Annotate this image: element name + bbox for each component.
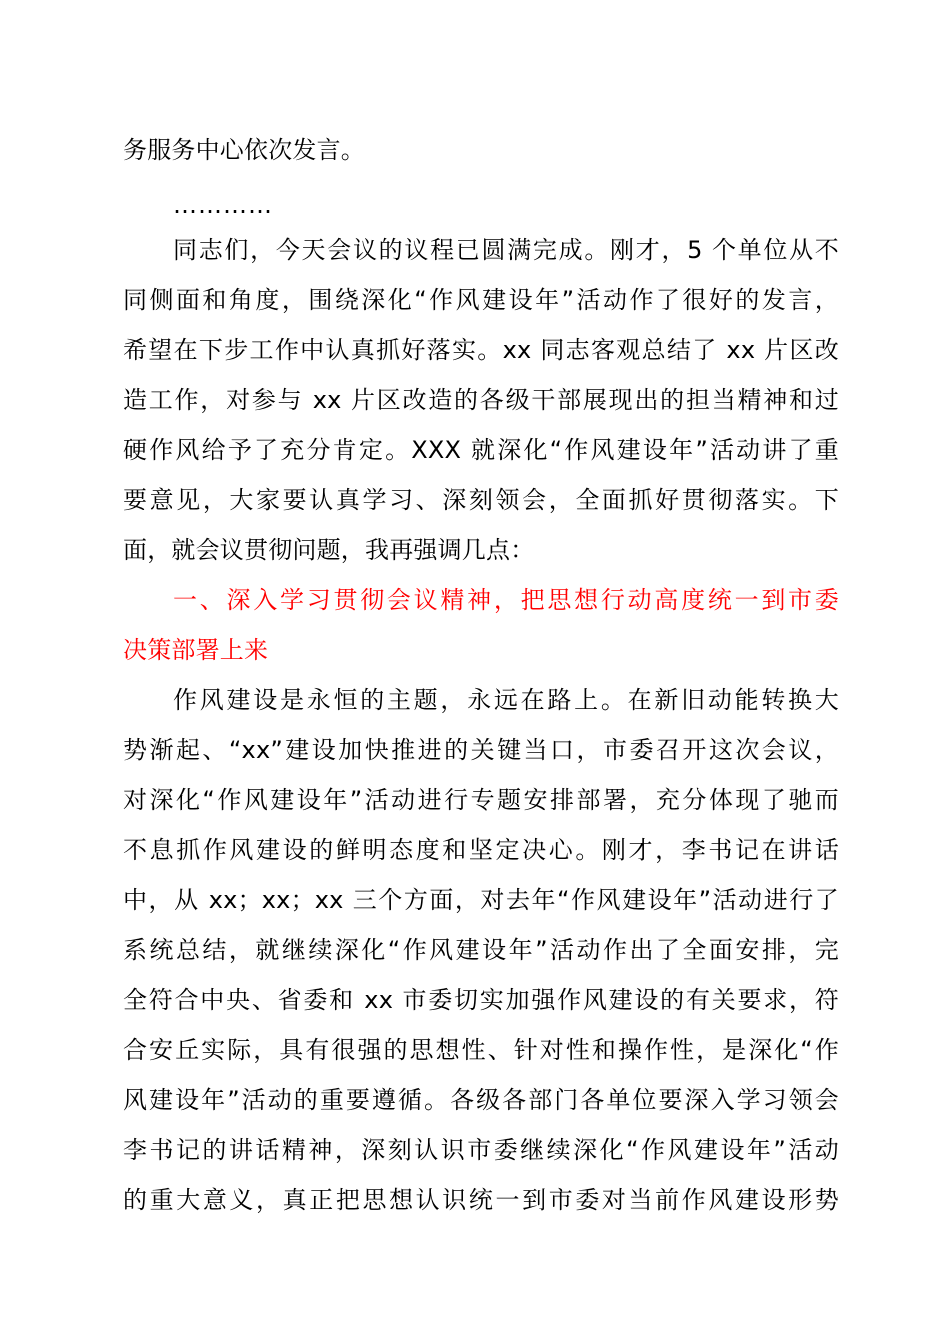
paragraph-line: 希望在下步工作中认真抓好落实。xx 同志客观总结了 xx 片区改: [123, 336, 839, 364]
paragraph-line: 同志们，今天会议的议程已圆满完成。刚才，5 个单位从不: [173, 236, 839, 264]
paragraph-line: 全符合中央、省委和 xx 市委切实加强作风建设的有关要求，符: [123, 986, 839, 1014]
paragraph-line: 务服务中心依次发言。: [123, 136, 365, 164]
paragraph-line: 造工作，对参与 xx 片区改造的各级干部展现出的担当精神和过: [123, 386, 839, 414]
ellipsis-line: …………: [173, 191, 273, 219]
section-heading: 一、深入学习贯彻会议精神，把思想行动高度统一到市委: [173, 586, 839, 614]
paragraph-line: 风建设年”活动的重要遵循。各级各部门各单位要深入学习领会: [123, 1086, 839, 1114]
paragraph-line: 同侧面和角度，围绕深化“作风建设年”活动作了很好的发言，: [123, 286, 839, 314]
section-heading-continuation: 决策部署上来: [123, 636, 269, 664]
paragraph-line: 要意见，大家要认真学习、深刻领会，全面抓好贯彻落实。下: [123, 486, 839, 514]
paragraph-line: 势渐起、“xx”建设加快推进的关键当口，市委召开这次会议，: [123, 736, 839, 764]
paragraph-line: 的重大意义，真正把思想认识统一到市委对当前作风建设形势: [123, 1186, 839, 1214]
paragraph-line: 不息抓作风建设的鲜明态度和坚定决心。刚才，李书记在讲话: [123, 836, 839, 864]
paragraph-line: 作风建设是永恒的主题，永远在路上。在新旧动能转换大: [173, 686, 839, 714]
paragraph-line: 系统总结，就继续深化“作风建设年”活动作出了全面安排，完: [123, 936, 839, 964]
paragraph-line: 硬作风给予了充分肯定。XXX 就深化“作风建设年”活动讲了重: [123, 436, 839, 464]
paragraph-line: 中，从 xx；xx；xx 三个方面，对去年“作风建设年”活动进行了: [123, 886, 839, 914]
paragraph-line: 合安丘实际，具有很强的思想性、针对性和操作性，是深化“作: [123, 1036, 839, 1064]
paragraph-line: 面，就会议贯彻问题，我再强调几点：: [123, 536, 535, 564]
paragraph-line: 李书记的讲话精神，深刻认识市委继续深化“作风建设年”活动: [123, 1136, 839, 1164]
paragraph-line: 对深化“作风建设年”活动进行专题安排部署，充分体现了驰而: [123, 786, 839, 814]
